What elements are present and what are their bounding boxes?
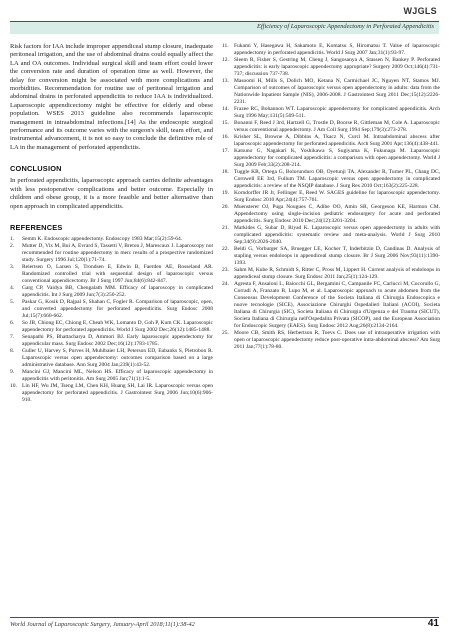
reference-item — [10, 320, 213, 334]
reference-text: Guller U, Harvey S, Purves H, Muhlbaier LH, Peterson ED, Eubanks S, Pietrobon R. Laparoscopic versus open appendectomy: outcomes comparison based on a large administrative database. Ann Surg 2004 Jan;239(1):43-52. — [22, 347, 213, 368]
reference-number: 23. — [222, 267, 229, 273]
reference-item — [222, 246, 440, 267]
reference-number: 12. — [222, 57, 229, 63]
running-title: Efficiency of Laparoscopic Appendectomy in Perforated Appendicitis — [256, 23, 434, 30]
reference-item — [10, 299, 213, 320]
reference-item — [222, 57, 440, 78]
reference-item — [222, 190, 440, 204]
reference-item — [10, 348, 213, 369]
reference-text: Mancini GJ, Mancini ML, Nelson HS. Efficacy of laparoscopic appendectomy in appendicitis with peritonitis. Am Surg 2005 Jan;71(1):1-5. — [22, 368, 213, 382]
reference-number: 3. — [10, 263, 15, 270]
discussion-paragraph: Risk factors for IAA include improper appendiceal stump closure, inadequate peritoneal irrigation, and the use of abdominal drains could equally affect the LA and OA outcomes. Individual surgical skill and team effort could lower the conversion rate and duration of operation time as well. However, the delay for conversion might be associated with more complications and morbidities. Recommendation for routine use of peritoneal irrigation and abdominal drains in perforated appendicitis to reduce IAA is individualized. Laparoscopic appendicectomy might be effective for elderly and obese population. WSES 2013 guideline also recommends laparoscopic management in intraabdominal infections.[14] As the endoscopic surgical performance and its outcome varies with the surgeon's skill, team effort, and instrumental advancement, it is not so easy to conclude the definitive role of LA in the management of perforated appendicitis. — [10, 43, 213, 151]
footer-journal-citation: World Journal of Laparoscopic Surgery, January-April 2018;11(1):38-42 — [10, 621, 195, 628]
reference-item — [222, 148, 440, 169]
reference-text: Katsuno G, Nagakari K, Yoshikawa S, Sugiyama K, Fukunaga M. Laparoscopic appendectomy for complicated appendicitis: a comparison with open appendectomy. World J Surg 2009 Feb;33(2):208-214. — [234, 148, 440, 168]
reference-number: 17. — [222, 148, 229, 154]
reference-number: 24. — [222, 281, 229, 287]
reference-text: Muensterer OJ, Puga Nougues C, Adibe OO, Amin SR, Georgeson KE, Harmon CM. Appendectomy using single-incision pediatric endosurgery for acute and perforated appendicitis. Surg Endosc 2010 Dec;24(12):3201-3204. — [234, 204, 440, 224]
reference-item — [10, 369, 213, 383]
right-column — [222, 43, 440, 351]
reference-text: Bonanni F, Reed J 3rd, Hartzell G, Trostle D, Boorse R, Gittleman M, Cole A. Laparoscopic versus conventional appendectomy. J Am Coll Surg 1994 Sep;179(3):273-278. — [234, 120, 440, 133]
reference-item — [10, 334, 213, 348]
reference-text: Reiertsen O, Larsen S, Trondsen E, Edwin B, Faerden AE, Rosseland AR. Randomized controlled trial with sequential design of laparoscopic versus conventional appendicectomy. Br J Surg 1997 Jun;84(6):842-847. — [22, 263, 213, 284]
reference-text: Krisher SL, Browne A, Dibbins A, Tkacz N, Curci M. Intraabdominal abscess after laparoscopic appendectomy for perforated appendicitis. Arch Surg 2001 Apr;136(4):438-441. — [234, 134, 440, 147]
reference-number: 1. — [10, 235, 15, 242]
reference-text: So JB, Chiong EC, Chiong E, Cheah WK, Lomanto D, Goh P, Kum CK. Laparoscopic appendectomy for perforated appendicitis. World J Surg 2002 Dec;26(12):1485-1488. — [22, 319, 213, 333]
reference-item — [222, 169, 440, 190]
reference-text: Agresta F, Ansaloni L, Baiocchi GL, Bergamini C, Campanile FC, Carlucci M, Cocorullo G, Corradi A, Franzato B, Lupo M, et al. Laparoscopic approach to acute abdomen from the Consensus Development Conference of the Societa Italiana di Chirurgia Endoscopica e nuove tecnologie (SICE), Associazione Chirurghi Ospedalieri Italiani (ACOI), Societa Italiana di Chirurgia (SIC), Societa Italiana di Chirurgia d'Urgenza e del Trauma (SICUT), Societa Italiana di Chirurgia nell'Ospedalita Privata (SICOP), and the European Association for Endoscopic Surgery (EAES). Surg Endosc 2012 Aug;26(8):2134-2164. — [234, 281, 440, 329]
conclusion-paragraph: In perforated appendicitis, laparoscopic approach carries definite advantages with less postoperative complications and better outcome. Especially in children and obese group, it is a more feasible and better alternative than open approach in complicated appendicitis. — [10, 177, 213, 210]
reference-item — [10, 285, 213, 299]
reference-number: 21. — [222, 225, 229, 231]
reference-item — [222, 267, 440, 281]
reference-item — [222, 330, 440, 351]
reference-text: Lin HF, Wu JM, Tseng LM, Chen KH, Huang SH, Lai IR. Laparoscopic versus open appendectomy for perforated appendicitis. J Gastrointest Surg 2006 Jun;10(6):906-910. — [22, 382, 213, 403]
reference-item — [222, 43, 440, 57]
reference-item — [222, 134, 440, 148]
reference-number: 22. — [222, 246, 229, 252]
reference-number: 11. — [222, 43, 229, 49]
reference-number: 19. — [222, 190, 229, 196]
reference-number: 10. — [10, 382, 17, 389]
reference-text: Beldi G, Vorburger SA, Bruegger LE, Kocher T, Inderbitzin D, Candinas D. Analysis of stapling versus endoloops in appendiceal stump closure. Br J Surg 2006 Nov;93(11):1390-1393. — [234, 246, 440, 266]
reference-item — [222, 204, 440, 225]
reference-number: 9. — [10, 368, 15, 375]
reference-item — [222, 106, 440, 120]
reference-text: Moore CB, Smith RS, Herbertson R, Toevs C. Does use of intraoperative irrigation with open or laparoscopic appendectomy reduce post-operative intra-abdominal abscess? Am Surg 2011 Jan;77(1):78-80. — [234, 330, 440, 350]
references-list-right — [222, 43, 440, 351]
reference-item — [222, 225, 440, 246]
reference-text: Senapathi PS, Bhattacharya D, Ammori BJ. Early laparoscopic appendectomy for appendicular mass. Surg Endosc 2002 Dec;16(12):1783-1785. — [22, 333, 213, 347]
reference-item — [222, 120, 440, 134]
reference-text: Mutter D, Vix M, Bui A, Evrard S, Tassetti V, Breton J, Marescaux J. Laparoscopy not recommended for routine appendectomy in men: results of a prospective randomized study. Surgery 1996 Jul;120(1):71-74. — [22, 242, 213, 263]
reference-item — [222, 78, 440, 106]
reference-number: 4. — [10, 284, 15, 291]
running-header — [10, 21, 439, 34]
page-footer — [10, 617, 439, 632]
reference-text: Sahm M, Kube R, Schmidt S, Ritter C, Pross M, Lippert H. Current analysis of endoloops in appendiceal stump closure. Surg Endosc 2011 Jan;25(1):124-129. — [234, 267, 440, 280]
reference-number: 6. — [10, 319, 15, 326]
reference-number: 2. — [10, 242, 15, 249]
reference-number: 8. — [10, 347, 15, 354]
reference-number: 25. — [222, 330, 229, 336]
reference-number: 16. — [222, 134, 229, 140]
reference-text: Markides G, Subar D, Riyad K. Laparoscopic versus open appendectomy in adults with complicated appendicitis: systematic review and meta-analysis. World J Surg 2010 Sep;34(9):2026-2040. — [234, 225, 440, 245]
reference-text: Paskar G, Kosik D, Rajpal S, Shahan C, Fogler R. Comparison of laparoscopic, open, and converted appendectomy for perforated appendicitis. Surg Endosc 2008 Jul;15(7):660-662. — [22, 298, 213, 319]
reference-number: 15. — [222, 120, 229, 126]
reference-text: Garg CP, Vaidya BB, Chengalath MM. Efficacy of laparoscopy in complicated appendicitis. Int J Surg 2009 Jun;7(3):250-252. — [22, 284, 213, 298]
reference-number: 13. — [222, 78, 229, 84]
conclusion-heading: CONCLUSION — [10, 164, 62, 174]
reference-text: Frazee RC, Bohannon WT. Laparoscopic appendectomy for complicated appendicitis. Arch Surg 1996 May;131(5):509-511. — [234, 106, 440, 119]
references-heading: REFERENCES — [10, 222, 63, 232]
references-list-left — [10, 236, 213, 404]
journal-logo: WJGLS — [403, 6, 437, 16]
left-column — [10, 43, 213, 404]
reference-text: Masoomi H, Mills S, Dolich MO, Ketana N, Carmichael JC, Nguyen NT, Stamos MJ. Comparison of outcomes of laparoscopic versus open appendectomy in adults: data from the Nationwide Inpatient Sample (NIS), 2006-2008. J Gastrointest Surg 2011 Dec;15(12):2226-2231. — [234, 78, 440, 105]
reference-number: 20. — [222, 204, 229, 210]
reference-text: Sleem R, Fisher S, Gestring M, Cheng J, Sangosanya A, Stassen N, Bankey P. Perforated appendicitis: is early laparoscopic appendectomy appropriate? Surgery 2009 Oct;146(4):731-737; discussion 737-738. — [234, 57, 440, 77]
reference-number: 5. — [10, 298, 15, 305]
reference-number: 18. — [222, 169, 229, 175]
reference-item — [222, 281, 440, 330]
reference-number: 14. — [222, 106, 229, 112]
reference-item — [10, 383, 213, 404]
reference-text: Fukami Y, Hasegawa H, Sakamoto E, Komatsu S, Hiromatsu T. Value of laparoscopic appendectomy in perforated appendicitis. World J Surg 2007 Jan;31(1):93-97. — [234, 43, 440, 56]
reference-text: Korndorffer JR Jr, Fellinger E, Reed W. SAGES guideline for laparoscopic appendectomy. Surg Endosc 2010 Apr;24(4):757-761. — [234, 190, 440, 203]
reference-item — [10, 264, 213, 285]
page-number: 41 — [427, 618, 439, 629]
reference-item — [10, 243, 213, 264]
reference-text: Semm K. Endoscopic appendectomy. Endoscopy 1983 Mar;15(2):59-64. — [22, 235, 183, 242]
reference-number: 7. — [10, 333, 15, 340]
reference-item — [10, 236, 213, 243]
reference-text: Tuggle KR, Ortega G, Bolorunduro OB, Oyetunji TA, Alexander R, Turner PL, Chang DC, Cornwell EE 3rd, Fullum TM. Laparoscopic versus open appendectomy in complicated appendicitis: a review of the NSQIP database. J Surg Res 2010 Oct;163(2):225-228. — [234, 169, 440, 189]
